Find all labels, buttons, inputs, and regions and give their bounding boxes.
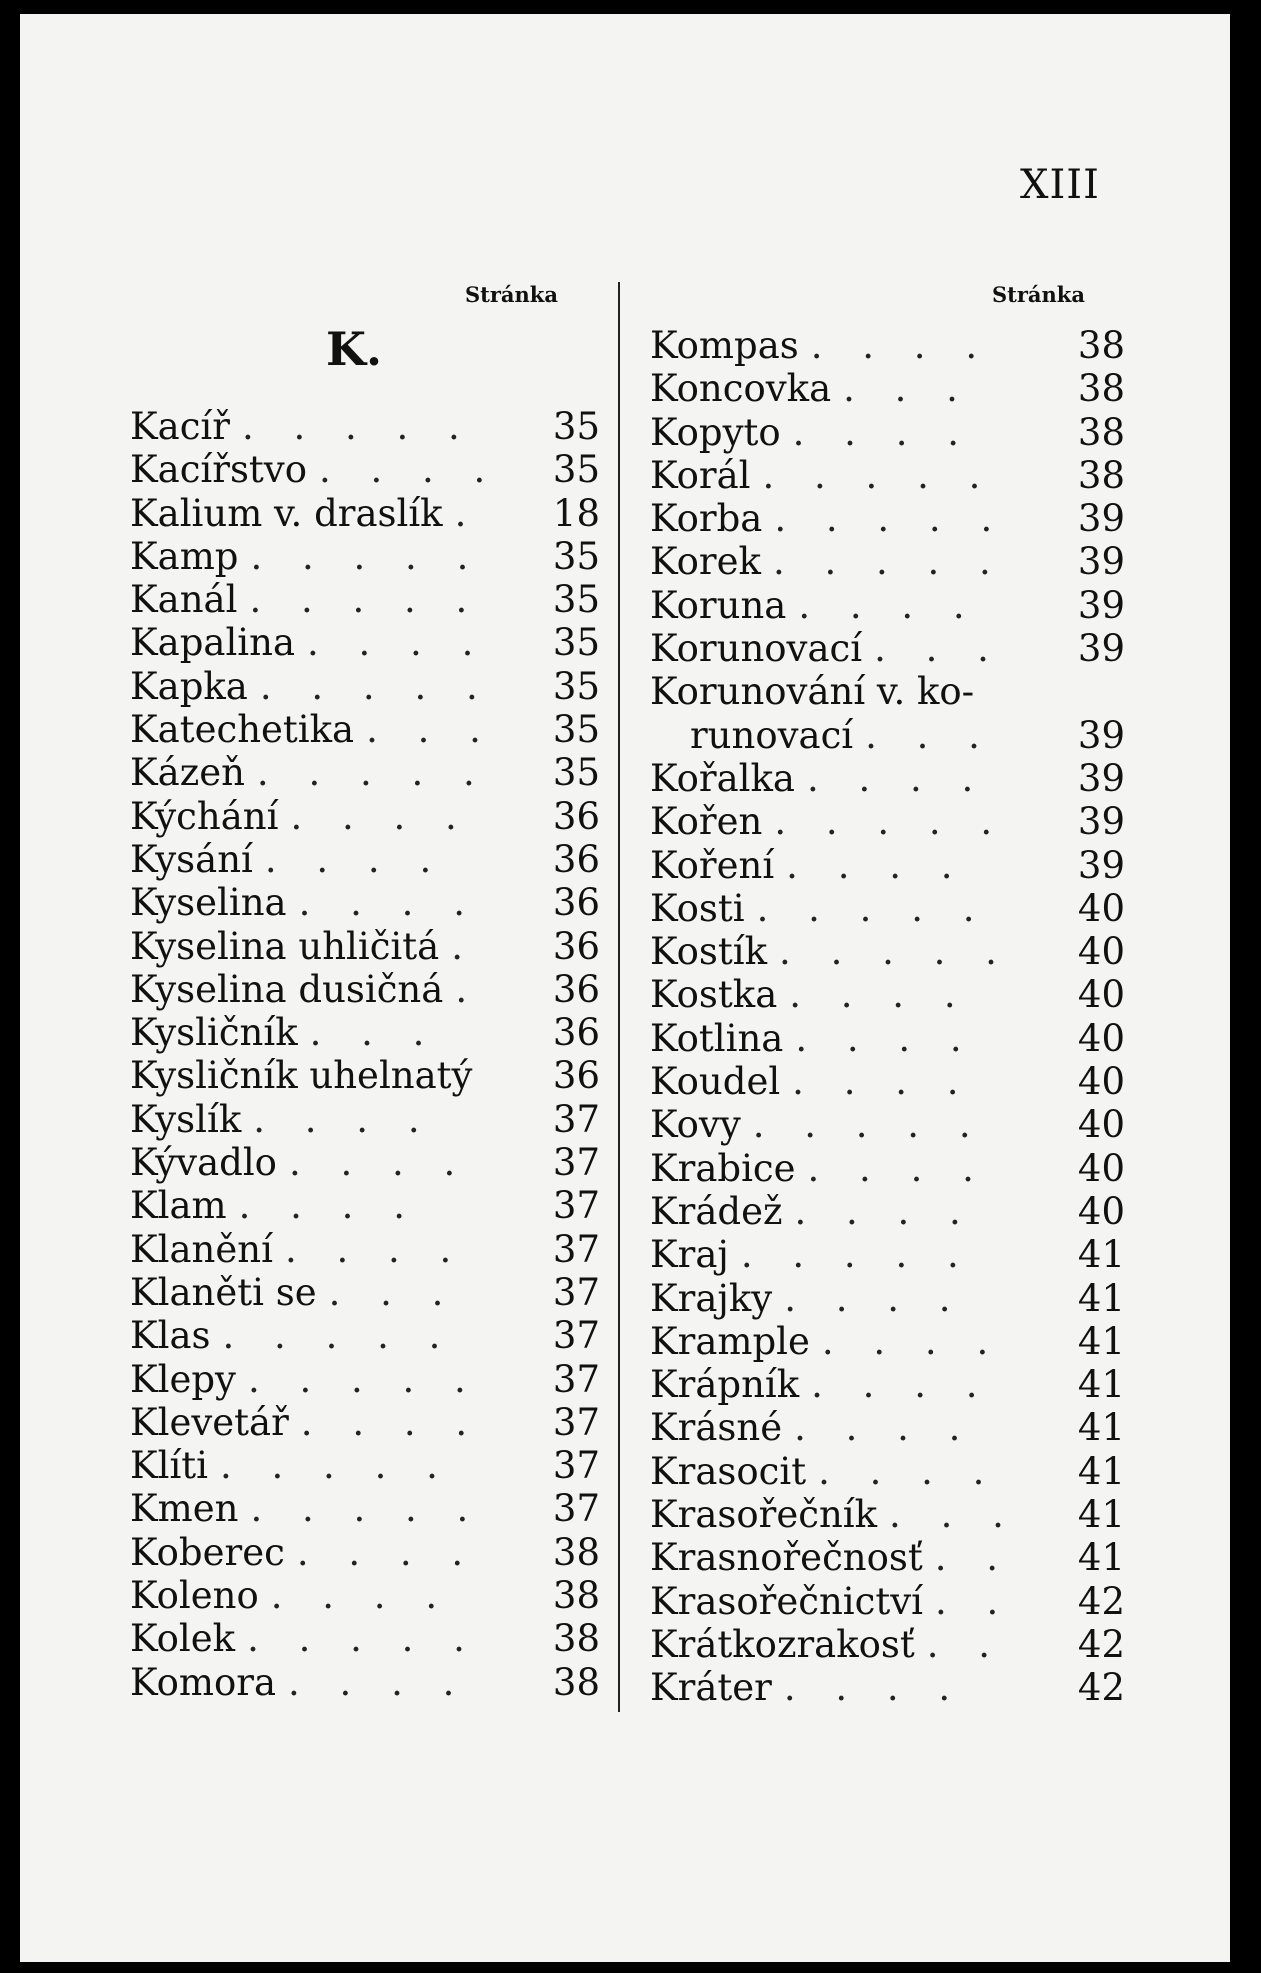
entry-page-number: 39 [1077, 843, 1125, 887]
entry-leader-dots: . . . . [818, 1449, 999, 1493]
entry-leader-dots: . [451, 924, 477, 968]
entry-leader-dots: . . . . . [259, 664, 492, 708]
entry-leader-dots: . . . . . [249, 578, 482, 622]
entry-page-number: 39 [1077, 540, 1125, 584]
index-entry [650, 1017, 1125, 1060]
entry-leader-dots: . . . . . [752, 1103, 985, 1147]
book-page [20, 14, 1230, 1962]
entry-term: Kmen [130, 1487, 239, 1531]
entry-page-number: 39 [1077, 497, 1125, 541]
entry-page-number: 38 [1077, 367, 1125, 411]
entry-page-number: 40 [1077, 1189, 1125, 1233]
entry-term: Kyselina uhličitá [130, 924, 440, 968]
entry-leader-dots: . . . . [810, 324, 992, 367]
entry-term: Korunovací [650, 627, 863, 671]
entry-page-number: 36 [552, 837, 600, 881]
index-entry [650, 1320, 1125, 1363]
entry-term: Krasnořečnosť [650, 1536, 923, 1580]
entry-leader-dots: . . . . [786, 843, 967, 887]
index-entry [650, 757, 1125, 800]
index-entry [130, 1358, 600, 1401]
entry-term: Kysání [130, 837, 253, 881]
entry-term: Kapalina [130, 621, 296, 665]
entry-leader-dots: . . . . [284, 1227, 466, 1271]
index-entry [130, 1487, 600, 1530]
index-entry [650, 1623, 1125, 1666]
index-entry [130, 1098, 600, 1141]
page-number-roman: XIII [1020, 162, 1100, 208]
entry-page-number: 41 [1077, 1319, 1125, 1363]
entry-term: Krajky [650, 1276, 773, 1320]
entry-page-number: 36 [552, 881, 600, 925]
entry-leader-dots: . . . . . [247, 1617, 479, 1661]
entry-leader-dots: . . . . . [256, 751, 489, 795]
entry-leader-dots: . . . . . [220, 1444, 452, 1488]
entry-leader-dots: . . . . [253, 1097, 434, 1141]
index-entry [650, 1406, 1125, 1449]
entry-page-number: 35 [552, 621, 600, 665]
entry-page-number: 42 [1077, 1579, 1125, 1623]
index-entry [650, 930, 1125, 973]
entry-page-number: 37 [552, 1141, 600, 1185]
entry-page-number: 39 [1077, 713, 1125, 757]
index-entry [130, 968, 600, 1011]
entry-term: Krádež [650, 1189, 783, 1233]
entry-term: Klepy [130, 1357, 236, 1401]
entry-page-number: 37 [552, 1184, 600, 1228]
index-entry [650, 497, 1125, 540]
index-entry [130, 665, 600, 708]
entry-term: Koberec [130, 1530, 285, 1574]
entry-term: Krample [650, 1319, 810, 1363]
index-entry [650, 1233, 1125, 1276]
entry-term: Korunování v. ko- [650, 670, 975, 714]
entry-leader-dots: . . . . [807, 1146, 988, 1190]
entry-leader-dots: . . . . [270, 1574, 452, 1618]
entry-page-number: 37 [552, 1400, 600, 1444]
index-entry [130, 1531, 600, 1574]
entry-term: Klas [130, 1314, 211, 1358]
entry-page-number: 39 [1077, 800, 1125, 844]
index-entry [650, 454, 1125, 497]
entry-term: Kosti [650, 886, 745, 930]
entry-leader-dots: . . . . [238, 1184, 419, 1228]
index-entry [650, 1147, 1125, 1190]
entry-term: Kysličník uhelnatý [130, 1054, 473, 1098]
entry-leader-dots: . . . [309, 1011, 439, 1055]
index-column-left [130, 405, 600, 1704]
entry-leader-dots: . . . . [784, 1276, 965, 1320]
entry-term: Klevetář [130, 1400, 289, 1444]
entry-leader-dots: . . . . [290, 794, 471, 838]
entry-term: Koruna [650, 583, 787, 627]
entry-term: Krasořečník [650, 1493, 878, 1537]
entry-page-number: 39 [1077, 756, 1125, 800]
entry-term: Kostík [650, 930, 768, 974]
entry-leader-dots: . [455, 967, 482, 1011]
entry-leader-dots: . . . [874, 627, 1003, 671]
index-entry [650, 670, 1125, 713]
index-entry [650, 1536, 1125, 1579]
entry-page-number: 35 [552, 751, 600, 795]
entry-page-number: 18 [552, 491, 600, 535]
entry-leader-dots: . [454, 491, 481, 535]
entry-term: Kořen [650, 800, 763, 844]
entry-leader-dots: . . . . [288, 1660, 469, 1704]
entry-leader-dots: . . . . [789, 973, 970, 1017]
index-entry [130, 881, 600, 924]
entry-page-number: 42 [1077, 1666, 1125, 1710]
index-entry [650, 844, 1125, 887]
entry-page-number: 38 [552, 1660, 600, 1704]
column-divider [618, 282, 620, 1712]
entry-term: Kovy [650, 1103, 741, 1147]
entry-page-number: 38 [1077, 410, 1125, 454]
entry-page-number: 38 [552, 1617, 600, 1661]
entry-page-number: 35 [552, 664, 600, 708]
entry-leader-dots: . . . . . [774, 497, 1007, 541]
index-entry [130, 1141, 600, 1184]
entry-page-number: 35 [552, 708, 600, 752]
entry-page-number: 37 [552, 1227, 600, 1271]
entry-term: Kanál [130, 578, 238, 622]
entry-page-number: 41 [1077, 1233, 1125, 1277]
index-entry [650, 1493, 1125, 1536]
entry-page-number: 41 [1077, 1536, 1125, 1580]
entry-term: Krasořečnictví [650, 1579, 923, 1623]
index-entry [650, 800, 1125, 843]
index-entry [650, 367, 1125, 410]
entry-term: Kapka [130, 664, 248, 708]
entry-leader-dots: . . . [865, 713, 994, 757]
entry-leader-dots: . . . . [264, 837, 446, 881]
entry-term: Kráter [650, 1666, 772, 1710]
index-entry [130, 1184, 600, 1227]
index-entry [130, 1054, 600, 1097]
entry-term: Komora [130, 1660, 277, 1704]
entry-leader-dots: . . . . [821, 1319, 1003, 1363]
entry-leader-dots: . . . [843, 367, 972, 411]
entry-page-number: 37 [552, 1270, 600, 1314]
entry-page-number: 36 [552, 1054, 600, 1098]
entry-leader-dots: . . . [328, 1270, 458, 1314]
entry-leader-dots: . . . . [792, 410, 973, 454]
entry-term: Klaněti se [130, 1270, 317, 1314]
entry-page-number: 38 [552, 1574, 600, 1618]
entry-page-number: 35 [552, 534, 600, 578]
index-entry [650, 1190, 1125, 1233]
entry-leader-dots: . . . . . [756, 886, 989, 930]
entry-term: Korek [650, 540, 761, 584]
entry-page-number: 40 [1077, 1060, 1125, 1104]
index-entry [650, 1363, 1125, 1406]
index-entry [130, 925, 600, 968]
entry-term: Koncovka [650, 367, 832, 411]
entry-page-number: 40 [1077, 1103, 1125, 1147]
entry-term: Krabice [650, 1146, 796, 1190]
column-heading-left: Stránka [465, 282, 558, 307]
index-entry [650, 584, 1125, 627]
entry-term: Kalium v. draslík [130, 491, 443, 535]
entry-page-number: 35 [552, 578, 600, 622]
index-entry [650, 973, 1125, 1016]
entry-term: Katechetika [130, 708, 355, 752]
entry-term: Kyselina [130, 881, 287, 925]
entry-term: Kyslík [130, 1097, 242, 1141]
entry-leader-dots: . . . . [795, 1016, 976, 1060]
entry-leader-dots: . . . . . [779, 930, 1011, 974]
entry-leader-dots: . . . . [307, 621, 488, 665]
index-entry [130, 1271, 600, 1314]
index-entry [650, 324, 1125, 367]
entry-term: Kompas [650, 324, 799, 367]
index-entry [130, 1401, 600, 1444]
entry-leader-dots: . . . . [792, 1060, 973, 1104]
index-entry [130, 535, 600, 578]
entry-leader-dots: . . . . [288, 1141, 470, 1185]
entry-leader-dots: . . . . [794, 1406, 975, 1450]
entry-term: Koleno [130, 1574, 259, 1618]
entry-term: Kysličník [130, 1011, 298, 1055]
entry-page-number: 42 [1077, 1622, 1125, 1666]
entry-leader-dots: . . . [366, 708, 495, 752]
entry-term: Krásné [650, 1406, 783, 1450]
entry-leader-dots: . . . . [806, 756, 988, 800]
entry-leader-dots: . . . . . [247, 1357, 480, 1401]
entry-leader-dots: . . . . . [250, 1487, 483, 1531]
entry-page-number: 41 [1077, 1363, 1125, 1407]
index-entry [130, 1444, 600, 1487]
index-entry [130, 838, 600, 881]
entry-page-number: 41 [1077, 1493, 1125, 1537]
entry-term: Klanění [130, 1227, 273, 1271]
entry-leader-dots: . . . . [794, 1189, 975, 1233]
entry-term: Kýchání [130, 794, 279, 838]
index-entry [130, 1228, 600, 1271]
entry-page-number: 37 [552, 1097, 600, 1141]
index-entry [130, 448, 600, 491]
entry-leader-dots: . . . . [296, 1530, 478, 1574]
entry-page-number: 37 [552, 1314, 600, 1358]
entry-leader-dots: . . . . [798, 583, 979, 627]
entry-page-number: 37 [552, 1357, 600, 1401]
index-entry [650, 1580, 1125, 1623]
index-entry [130, 1574, 600, 1617]
entry-page-number: 39 [1077, 583, 1125, 627]
entry-term: Kázeň [130, 751, 245, 795]
entry-page-number: 36 [552, 794, 600, 838]
entry-page-number: 40 [1077, 930, 1125, 974]
entry-leader-dots: . . . . [300, 1400, 482, 1444]
column-heading-right: Stránka [992, 282, 1085, 307]
entry-page-number: 38 [1077, 453, 1125, 497]
entry-term: Kacířstvo [130, 448, 307, 492]
entry-page-number: 40 [1077, 973, 1125, 1017]
index-entry [650, 540, 1125, 583]
entry-leader-dots: . . . . . [774, 800, 1007, 844]
entry-leader-dots: . . [926, 1622, 1005, 1666]
index-entry [650, 411, 1125, 454]
entry-term: Kyselina dusičná [130, 967, 444, 1011]
entry-leader-dots: . . . . . [222, 1314, 455, 1358]
entry-leader-dots: . . . . . [250, 534, 483, 578]
entry-page-number: 41 [1077, 1449, 1125, 1493]
index-entry [130, 621, 600, 664]
entry-leader-dots: . . . . [783, 1666, 965, 1710]
entry-leader-dots: . . [934, 1536, 1013, 1580]
entry-page-number: 40 [1077, 1146, 1125, 1190]
entry-term: Krasocit [650, 1449, 807, 1493]
entry-leader-dots: . . . . . [241, 405, 474, 448]
entry-page-number: 38 [1077, 324, 1125, 367]
index-entry [650, 887, 1125, 930]
index-entry [650, 627, 1125, 670]
index-entry [650, 1103, 1125, 1146]
entry-term: Koření [650, 843, 775, 887]
index-entry [130, 405, 600, 448]
entry-term: Korál [650, 453, 751, 497]
index-entry [130, 578, 600, 621]
index-entry [650, 1277, 1125, 1320]
entry-leader-dots: . . . . [811, 1363, 992, 1407]
index-entry [130, 492, 600, 535]
index-entry [130, 1011, 600, 1054]
entry-term: Korba [650, 497, 763, 541]
index-entry [130, 795, 600, 838]
entry-term: Kraj [650, 1233, 729, 1277]
entry-term: Kolek [130, 1617, 236, 1661]
entry-leader-dots: . . . . [318, 448, 500, 492]
index-entry [130, 708, 600, 751]
entry-page-number: 35 [552, 448, 600, 492]
entry-page-number: 35 [552, 405, 600, 448]
section-letter-heading: K. [326, 322, 382, 376]
entry-term: Kývadlo [130, 1141, 277, 1185]
index-entry [130, 1617, 600, 1660]
entry-page-number: 37 [552, 1487, 600, 1531]
entry-term: runovací [690, 713, 854, 757]
entry-page-number: 38 [552, 1530, 600, 1574]
entry-page-number: 37 [552, 1444, 600, 1488]
entry-leader-dots: . . . . [298, 881, 479, 925]
entry-term: Klam [130, 1184, 227, 1228]
entry-term: Kořalka [650, 756, 795, 800]
index-entry [650, 1450, 1125, 1493]
entry-page-number: 40 [1077, 1016, 1125, 1060]
entry-leader-dots: . . . . . [740, 1233, 973, 1277]
entry-leader-dots: . . . . . [762, 453, 995, 497]
entry-term: Kopyto [650, 410, 781, 454]
index-entry [130, 751, 600, 794]
entry-term: Kotlina [650, 1016, 784, 1060]
entry-term: Kamp [130, 534, 239, 578]
entry-term: Koudel [650, 1060, 781, 1104]
entry-term: Kacíř [130, 405, 230, 448]
index-entry [650, 1060, 1125, 1103]
entry-page-number: 39 [1077, 627, 1125, 671]
entry-page-number: 41 [1077, 1276, 1125, 1320]
index-entry [650, 714, 1125, 757]
entry-page-number: 41 [1077, 1406, 1125, 1450]
entry-leader-dots: . . [934, 1579, 1013, 1623]
entry-term: Kostka [650, 973, 778, 1017]
index-column-right [650, 324, 1125, 1710]
index-entry [650, 1666, 1125, 1709]
entry-term: Krápník [650, 1363, 800, 1407]
entry-page-number: 40 [1077, 886, 1125, 930]
entry-leader-dots: . . . [889, 1493, 1018, 1537]
entry-page-number: 36 [552, 967, 600, 1011]
entry-term: Klíti [130, 1444, 209, 1488]
index-entry [130, 1314, 600, 1357]
entry-term: Krátkozrakosť [650, 1622, 915, 1666]
index-entry [130, 1661, 600, 1704]
entry-page-number: 36 [552, 924, 600, 968]
entry-page-number: 36 [552, 1011, 600, 1055]
entry-leader-dots: . . . . . [772, 540, 1005, 584]
